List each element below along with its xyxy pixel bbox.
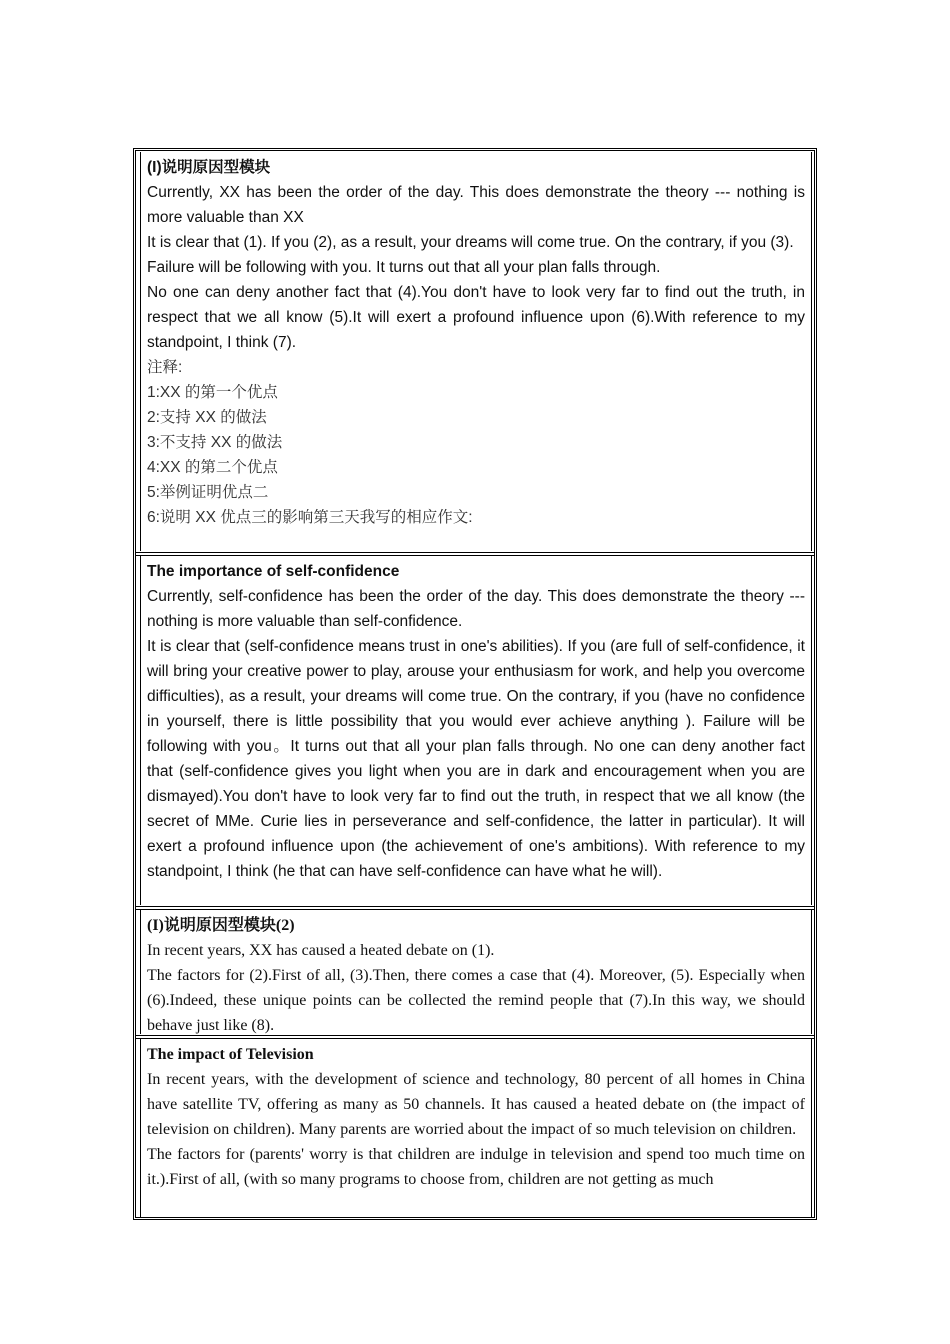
template-block-1	[140, 152, 812, 551]
note-heading: 注释:	[147, 359, 183, 376]
note-item: 6:说明 XX 优点三的影响第三天我写的相应作文:	[147, 509, 473, 526]
paragraph: It is clear that (1). If you (2), as a result, your dreams will come true. On the contrary, if you (3).	[147, 234, 794, 251]
note-item: 4:XX 的第二个优点	[147, 459, 278, 476]
block-title: The importance of self-confidence	[147, 563, 400, 580]
paragraph: It is clear that (self-confidence means trust in one's abilities). If you (are full of self-confidence, it will bring your creative power to play, arouse your enthusiasm for work, and help you overcome difficulties), as a result, your dreams will come true. On the contrary, if you (have no confidence in yourself, there is little possibility that you would ever achieve anything ). Failure will be following with you。It turns out that all your plan falls through. No one can deny another fact that (self-confidence gives you light when you are in dark and encouragement when you are dismayed).You don't have to look very far to find out the truth, in respect that we all know (the secret of MMe. Curie lies in perseverance and self-confidence, the latter in particular). It will exert a profound influence upon (the achievement of one's ambitions). With reference to my standpoint, I think (he that can have self-confidence can have what he will).	[147, 638, 805, 880]
paragraph: In recent years, with the development of science and technology, 80 percent of all homes in China have satellite TV, offering as many as 50 channels. It has caused a heated debate on (the impact of television on children). Many parents are worried about the impact of so much television on children.	[147, 1071, 805, 1138]
paragraph: No one can deny another fact that (4).You don't have to look very far to find out the truth, in respect that we all know (5).It will exert a profound influence upon (6).With reference to my standpoint, I think (7).	[147, 284, 805, 351]
paragraph: The factors for (parents' worry is that children are indulge in television and spend too much time on it.).First of all, (with so many programs to choose from, children are not getting as much	[147, 1146, 805, 1188]
paragraph: In recent years, XX has caused a heated debate on (1).	[147, 942, 495, 959]
note-item: 5:举例证明优点二	[147, 484, 269, 501]
essay-block-self-confidence	[140, 556, 812, 905]
block-title: The impact of Television	[147, 1046, 314, 1063]
note-item: 2:支持 XX 的做法	[147, 409, 267, 426]
template-block-2	[140, 910, 812, 1034]
paragraph: The factors for (2).First of all, (3).Then, there comes a case that (4). Moreover, (5). Especially when (6).Indeed, these unique points can be collected the remind people that (7).In this way, we should behave just like (8).	[147, 967, 805, 1034]
document-table	[133, 148, 817, 1220]
block-title: (I)说明原因型模块	[147, 159, 271, 176]
note-item: 1:XX 的第一个优点	[147, 384, 278, 401]
paragraph: Currently, self-confidence has been the order of the day. This does demonstrate the theory --- nothing is more valuable than self-confidence.	[147, 588, 805, 630]
note-item: 3:不支持 XX 的做法	[147, 434, 283, 451]
paragraph: Currently, XX has been the order of the day. This does demonstrate the theory --- nothing is more valuable than XX	[147, 184, 805, 226]
block-title: (I)说明原因型模块(2)	[147, 917, 295, 934]
paragraph: Failure will be following with you. It turns out that all your plan falls through.	[147, 259, 661, 276]
essay-block-television	[140, 1039, 812, 1219]
